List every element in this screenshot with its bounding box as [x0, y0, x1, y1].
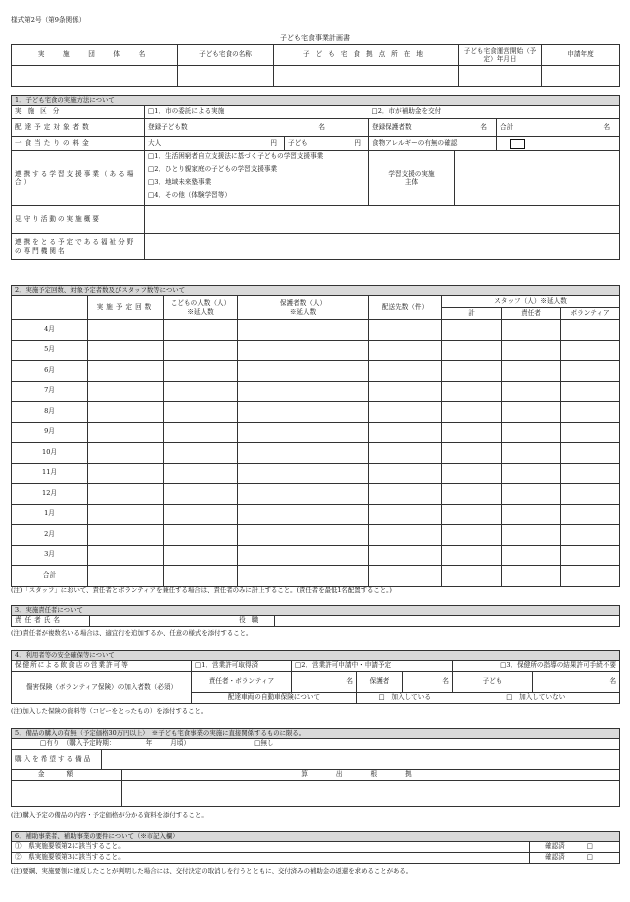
section-2-note: (注)「スタッフ」において、責任者とボランティアを兼任する場合は、責任者のみに計上すること。(責任者を最低1名配置すること。) [11, 586, 392, 594]
amount-header: 金額 [12, 770, 122, 781]
staff-vol-cell[interactable] [561, 545, 620, 566]
month-row [12, 484, 620, 505]
staff-total-cell[interactable] [442, 443, 502, 464]
requirement-1-confirmed-label: 確認済 [545, 842, 565, 851]
requirement-1-checkbox[interactable]: □ [586, 842, 594, 851]
staff-total-cell[interactable] [442, 381, 502, 402]
section-4-heading: 4．利用者等の安全確保等について [12, 651, 620, 661]
staff-resp-cell[interactable] [502, 381, 561, 402]
times-cell[interactable] [88, 340, 164, 361]
guardians-cell[interactable] [238, 402, 369, 423]
staff-total-header: 計 [442, 308, 502, 320]
renkei-field[interactable] [145, 234, 620, 260]
car-insurance-label: 配達車両の自動車保険について [192, 693, 357, 704]
staff-total-cell[interactable] [442, 545, 502, 566]
section-5-table [11, 728, 620, 770]
child-fee-field[interactable] [285, 137, 369, 151]
org-name-header: 実 施 団 体 名 [12, 45, 178, 66]
month-row [12, 525, 620, 546]
children-cell[interactable] [164, 443, 238, 464]
month-row [12, 566, 620, 587]
car-not-insured-option[interactable]: □ 加入していない [453, 693, 620, 704]
delivery-cell[interactable] [369, 484, 442, 505]
resp-name-label: 責任者氏名 [12, 616, 90, 627]
support-option-1[interactable]: □1．生活困窮者自立支援法に基づく子どもの学習支援事業 [148, 152, 324, 160]
purchase-year-unit: 年 [145, 739, 153, 748]
delivery-cell[interactable] [369, 525, 442, 546]
times-cell[interactable] [88, 463, 164, 484]
guardians-cell[interactable] [238, 566, 369, 587]
staff-vol-cell[interactable] [561, 484, 620, 505]
permit-label: 保健所による飲食店の営業許可等 [12, 661, 192, 672]
adult-yen: 円 [270, 138, 277, 147]
org-name-field[interactable] [12, 66, 178, 87]
staff-vol-cell[interactable] [561, 381, 620, 402]
support-options [145, 151, 369, 206]
takushoku-name-header: 子ども宅食の名称 [178, 45, 274, 66]
form-number: 様式第2号（第9条関係） [11, 16, 86, 24]
staff-total-cell[interactable] [442, 320, 502, 341]
times-cell[interactable] [88, 545, 164, 566]
guardians-cell[interactable] [238, 320, 369, 341]
total-count-field[interactable] [497, 119, 620, 137]
mimamori-label: 見守り活動の実施概要 [12, 206, 145, 234]
staff-resp-cell[interactable] [502, 443, 561, 464]
staff-resp-cell[interactable] [502, 463, 561, 484]
staff-resp-cell[interactable] [502, 525, 561, 546]
month-label: 6月 [12, 361, 88, 382]
delivery-cell[interactable] [369, 361, 442, 382]
ins-guard-unit: 名 [442, 677, 449, 686]
times-cell[interactable] [88, 381, 164, 402]
resp-role-field[interactable] [275, 616, 620, 627]
support-option-4[interactable]: □4．その他（体験学習等） [148, 191, 231, 199]
month-label: 合計 [12, 566, 88, 587]
organization-table [11, 44, 620, 87]
children-count-field[interactable] [145, 119, 369, 137]
allergy-checkbox[interactable] [510, 139, 525, 149]
basis-field[interactable] [122, 781, 620, 807]
month-label: 1月 [12, 504, 88, 525]
permit-option-1[interactable]: □1．営業許可取得済 [192, 661, 292, 672]
kubun-option-2[interactable]: □2．市が補助金を交付 [369, 106, 620, 119]
staff-resp-cell[interactable] [502, 545, 561, 566]
times-cell[interactable] [88, 422, 164, 443]
children-cell[interactable] [164, 340, 238, 361]
times-cell[interactable] [88, 484, 164, 505]
section-5-amount-table [11, 769, 620, 807]
delivery-cell[interactable] [369, 402, 442, 423]
children-cell[interactable] [164, 381, 238, 402]
staff-vol-cell[interactable] [561, 340, 620, 361]
insurance-label: 傷害保険（ボランティア保険）の加入者数（必須） [12, 672, 192, 704]
month-label: 11月 [12, 463, 88, 484]
staff-resp-cell[interactable] [502, 361, 561, 382]
month-label: 12月 [12, 484, 88, 505]
purchase-yes-option[interactable]: □有り （購入予定時期： [40, 739, 116, 748]
renkei-label: 連携をとる予定である福祉分野の専門機関名 [12, 234, 145, 260]
month-row [12, 422, 620, 443]
resp-name-field[interactable] [90, 616, 230, 627]
purchase-no-option[interactable]: □無し [254, 739, 274, 748]
ins-guard-label: 保護者 [357, 672, 403, 693]
guardians-cell[interactable] [238, 463, 369, 484]
section-4-table [11, 650, 620, 704]
month-row [12, 463, 620, 484]
staff-vol-cell[interactable] [561, 320, 620, 341]
month-row [12, 320, 620, 341]
children-header-note: ※延人数 [187, 307, 214, 316]
month-label: 10月 [12, 443, 88, 464]
support-body-label: 学習支援の実施主体 [369, 151, 455, 206]
staff-total-cell[interactable] [442, 340, 502, 361]
guardians-header-note: ※延人数 [289, 307, 317, 316]
guardians-cell[interactable] [238, 504, 369, 525]
delivery-header: 配送先数（件） [369, 296, 442, 320]
children-cell[interactable] [164, 320, 238, 341]
children-cell[interactable] [164, 566, 238, 587]
delivery-cell[interactable] [369, 381, 442, 402]
guardians-registered-label: 登録保護者数 [372, 122, 412, 131]
staff-vol-cell[interactable] [561, 566, 620, 587]
guardians-cell[interactable] [238, 381, 369, 402]
staff-resp-cell[interactable] [502, 340, 561, 361]
month-label: 9月 [12, 422, 88, 443]
month-row [12, 545, 620, 566]
section-6-heading: 6．補助事業者、補助事業の要件について（※市記入欄） [12, 832, 620, 842]
staff-total-cell[interactable] [442, 463, 502, 484]
section-2-table [11, 285, 620, 587]
month-row [12, 381, 620, 402]
month-label: 5月 [12, 340, 88, 361]
purchase-plan-row [12, 739, 620, 750]
section-4-note: (注)加入した保険の資料等（コピーをとったもの）を添付すること。 [11, 707, 208, 715]
month-label: 3月 [12, 545, 88, 566]
section-3-note: (注)責任者が複数名いる場合は、適宜行を追加するか、任意の様式を添付すること。 [11, 629, 253, 637]
adult-label: 大人 [148, 138, 162, 147]
guardians-unit: 名 [480, 122, 487, 131]
guardians-header-text: 保護者数（人） [279, 299, 327, 308]
section-2-heading: 2．実施予定回数、対象予定者数及びスタッフ数等について [12, 286, 620, 296]
section-5-note: (注)購入予定の備品の内容・予定価格が分かる資料を添付すること。 [11, 811, 208, 819]
times-cell[interactable] [88, 320, 164, 341]
application-year-field[interactable] [542, 66, 620, 87]
staff-total-cell[interactable] [442, 422, 502, 443]
children-cell[interactable] [164, 402, 238, 423]
month-row [12, 402, 620, 423]
children-cell[interactable] [164, 525, 238, 546]
delivery-cell[interactable] [369, 566, 442, 587]
section-1-table [11, 95, 620, 260]
staff-resp-cell[interactable] [502, 320, 561, 341]
month-label: 7月 [12, 381, 88, 402]
section-3-heading: 3．実施責任者について [12, 606, 620, 616]
section-5-heading: 5．備品の購入の有無（予定価格30万円以上） ※子ども宅食事業の実施に直接関係するものに限る。 [12, 729, 620, 739]
ins-child-label: 子ども [453, 672, 533, 693]
takushoku-name-field[interactable] [178, 66, 274, 87]
staff-total-cell[interactable] [442, 361, 502, 382]
total-unit: 名 [603, 122, 611, 131]
child-label: 子ども [288, 138, 308, 147]
guardians-header [238, 296, 369, 320]
staff-vol-cell[interactable] [561, 361, 620, 382]
staff-vol-cell[interactable] [561, 443, 620, 464]
requirement-2: ② 県実施要領第3に該当すること。 [12, 853, 530, 864]
children-header-text: こどもの人数（人） [170, 299, 231, 308]
total-label: 合計 [500, 122, 514, 131]
staff-resp-cell[interactable] [502, 402, 561, 423]
month-label: 2月 [12, 525, 88, 546]
support-option-3[interactable]: □3．地域未来塾事業 [148, 178, 212, 186]
delivery-cell[interactable] [369, 545, 442, 566]
month-row [12, 443, 620, 464]
staff-resp-cell[interactable] [502, 566, 561, 587]
guardians-cell[interactable] [238, 545, 369, 566]
months-body [12, 320, 620, 587]
base-location-field[interactable] [274, 66, 459, 87]
support-body-field[interactable] [455, 151, 620, 206]
guardians-cell[interactable] [238, 525, 369, 546]
support-option-2[interactable]: □2．ひとり親家庭の子どもの学習支援事業 [148, 165, 278, 173]
requirement-2-confirmed-label: 確認済 [545, 853, 565, 862]
guardians-cell[interactable] [238, 340, 369, 361]
staff-resp-cell[interactable] [502, 504, 561, 525]
delivery-cell[interactable] [369, 443, 442, 464]
permit-option-2[interactable]: □2．営業許可申請中・申請予定 [292, 661, 453, 672]
month-header-blank [12, 296, 88, 320]
guardians-cell[interactable] [238, 361, 369, 382]
staff-resp-cell[interactable] [502, 484, 561, 505]
staff-resp-header: 責任者 [502, 308, 561, 320]
month-label: 8月 [12, 402, 88, 423]
staff-header: スタッフ（人）※延人数 [442, 296, 620, 308]
delivery-cell[interactable] [369, 504, 442, 525]
ins-child-field[interactable] [533, 672, 620, 693]
delivery-cell[interactable] [369, 340, 442, 361]
guardians-cell[interactable] [238, 422, 369, 443]
start-date-header: 子ども宅食運営開始（予定）年月日 [459, 45, 542, 66]
children-registered-label: 登録子ども数 [148, 122, 188, 131]
kubun-option-1[interactable]: □1．市の委託による実施 [145, 106, 369, 119]
times-cell[interactable] [88, 504, 164, 525]
month-row [12, 504, 620, 525]
ins-resp-label: 責任者・ボランティア [192, 672, 292, 693]
staff-vol-cell[interactable] [561, 463, 620, 484]
requirement-2-check[interactable] [530, 853, 620, 864]
requirement-1: ① 県実施要領第2に該当すること。 [12, 842, 530, 853]
times-cell[interactable] [88, 566, 164, 587]
staff-resp-cell[interactable] [502, 422, 561, 443]
children-unit: 名 [318, 122, 325, 131]
requirement-2-checkbox[interactable]: □ [586, 853, 594, 862]
staff-vol-cell[interactable] [561, 402, 620, 423]
ins-resp-field[interactable] [292, 672, 357, 693]
permit-option-3[interactable]: □3．保健所の指導の結果許可手続不要 [453, 661, 620, 672]
section-1-heading: 1．子ども宅食の実施方法について [12, 96, 620, 106]
month-row [12, 361, 620, 382]
children-cell[interactable] [164, 361, 238, 382]
staff-vol-cell[interactable] [561, 504, 620, 525]
staff-total-cell[interactable] [442, 525, 502, 546]
section-3-table [11, 605, 620, 627]
staff-vol-header: ボランティア [561, 308, 620, 320]
kubun-label: 実施区分 [12, 106, 145, 119]
amount-field[interactable] [12, 781, 122, 807]
allergy-check-label: 食物アレルギーの有無の確認 [369, 137, 497, 151]
times-cell[interactable] [88, 443, 164, 464]
ins-child-unit: 名 [609, 677, 617, 686]
section-6-table [11, 831, 620, 864]
staff-vol-cell[interactable] [561, 422, 620, 443]
start-date-field[interactable] [459, 66, 542, 87]
car-insured-option[interactable]: □ 加入している [357, 693, 453, 704]
children-cell[interactable] [164, 504, 238, 525]
staff-total-cell[interactable] [442, 504, 502, 525]
ins-resp-unit: 名 [346, 677, 353, 686]
children-cell[interactable] [164, 422, 238, 443]
month-row [12, 340, 620, 361]
items-field[interactable] [102, 750, 620, 770]
base-location-header: 子ども宅食拠点所在地 [274, 45, 459, 66]
times-cell[interactable] [88, 402, 164, 423]
guardians-count-field[interactable] [369, 119, 497, 137]
month-label: 4月 [12, 320, 88, 341]
requirement-1-check[interactable] [530, 842, 620, 853]
delivery-cell[interactable] [369, 463, 442, 484]
basis-header: 算出根拠 [122, 770, 620, 781]
delivery-cell[interactable] [369, 422, 442, 443]
items-label: 購入を希望する備品 [12, 750, 102, 770]
staff-total-cell[interactable] [442, 402, 502, 423]
children-cell[interactable] [164, 463, 238, 484]
staff-total-cell[interactable] [442, 566, 502, 587]
purchase-month-unit: 月頃） [170, 739, 191, 748]
resp-role-label: 役職 [230, 616, 275, 627]
fee-label: 一食当たりの料金 [12, 137, 145, 151]
support-label: 連携する学習支援事業（ある場合） [12, 151, 145, 206]
children-header [164, 296, 238, 320]
times-header: 実施予定回数 [88, 296, 164, 320]
allergy-checkbox-cell[interactable] [497, 137, 620, 151]
guardians-cell[interactable] [238, 443, 369, 464]
section-6-note: (注)要綱、実施要領に違反したことが判明した場合には、交付決定の取消しを行うとともに、交付済みの補助金の返還を求めることがある。 [11, 867, 413, 875]
times-cell[interactable] [88, 361, 164, 382]
child-yen: 円 [354, 138, 361, 147]
ins-guard-field[interactable] [403, 672, 453, 693]
haitatsu-label: 配達予定対象者数 [12, 119, 145, 137]
guardians-cell[interactable] [238, 484, 369, 505]
delivery-cell[interactable] [369, 320, 442, 341]
adult-fee-field[interactable] [145, 137, 285, 151]
document-title: 子ども宅食事業計画書 [280, 34, 350, 42]
times-cell[interactable] [88, 525, 164, 546]
mimamori-field[interactable] [145, 206, 620, 234]
staff-total-cell[interactable] [442, 484, 502, 505]
staff-vol-cell[interactable] [561, 525, 620, 546]
children-cell[interactable] [164, 484, 238, 505]
application-year-header: 申請年度 [542, 45, 620, 66]
children-cell[interactable] [164, 545, 238, 566]
